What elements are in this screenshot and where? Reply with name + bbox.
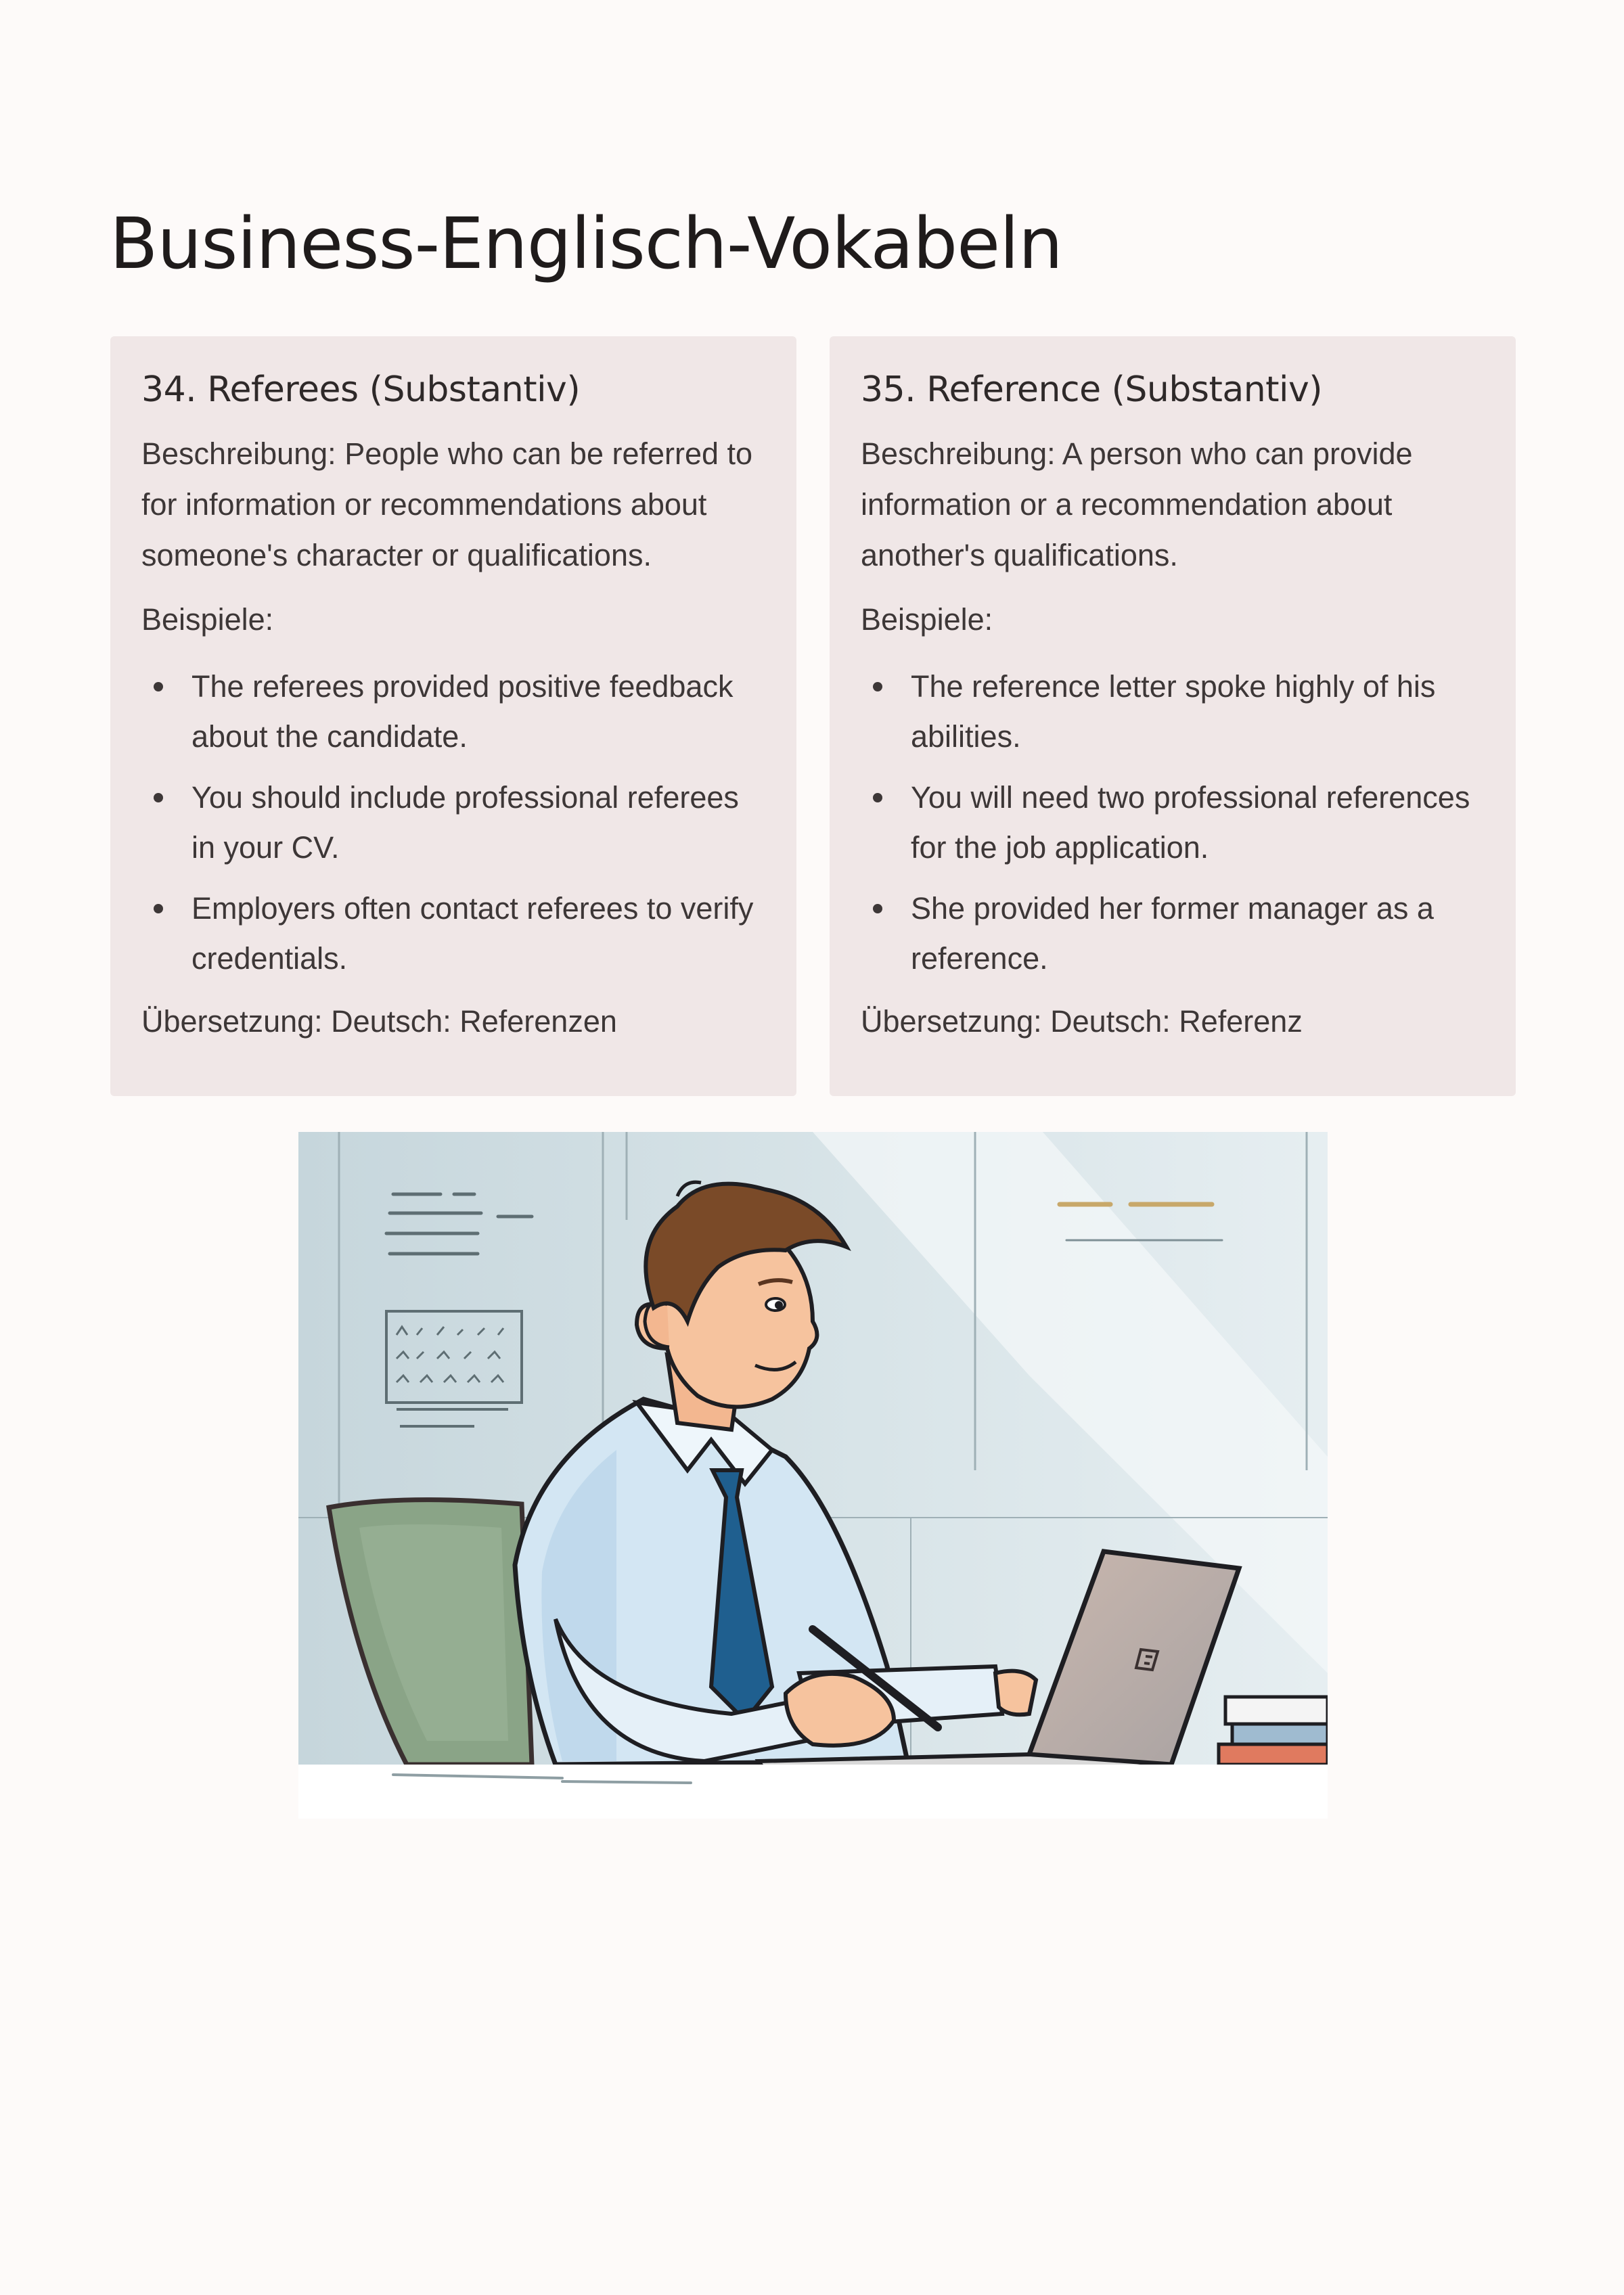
example-text: The reference letter spoke highly of his abilities. — [911, 669, 1436, 754]
book-stack — [1219, 1697, 1328, 1765]
example-item — [861, 884, 1485, 984]
example-item — [861, 773, 1485, 873]
example-text: The referees provided positive feedback about the candidate. — [191, 669, 734, 754]
examples-list — [861, 662, 1485, 984]
card-description: Beschreibung: A person who can provide information or a recommendation about another's qualifications. — [861, 436, 1413, 572]
example-text: Employers often contact referees to verify credentials. — [191, 891, 754, 976]
bullet-icon — [154, 904, 163, 913]
bullet-icon — [873, 904, 882, 913]
bullet-icon — [154, 682, 163, 691]
card-title: 34. Referees (Substantiv) — [141, 369, 581, 410]
example-text: She provided her former manager as a reference. — [911, 891, 1434, 976]
example-item — [141, 662, 765, 762]
bullet-icon — [154, 793, 163, 802]
bullet-icon — [873, 793, 882, 802]
card-description: Beschreibung: People who can be referred to for information or recommendations about someone's character or qualifications. — [141, 436, 753, 572]
vocab-card-referees — [110, 336, 796, 1096]
example-item — [141, 773, 765, 873]
card-translation: Übersetzung: Deutsch: Referenzen — [141, 1004, 617, 1039]
example-item — [141, 884, 765, 984]
example-text: You should include professional referees in your CV. — [191, 780, 739, 865]
bullet-icon — [873, 682, 882, 691]
card-title: 35. Reference (Substantiv) — [861, 369, 1323, 410]
example-text: You will need two professional references for the job application. — [911, 780, 1470, 865]
businessman-at-laptop-illustration — [298, 1132, 1328, 1819]
examples-label: Beispiele: — [861, 602, 993, 637]
examples-label: Beispiele: — [141, 602, 274, 637]
page-title: Business-Englisch-Vokabeln — [110, 202, 1062, 285]
example-item — [861, 662, 1485, 762]
vocab-card-reference — [830, 336, 1516, 1096]
examples-list — [141, 662, 765, 984]
card-translation: Übersetzung: Deutsch: Referenz — [861, 1004, 1303, 1039]
desk — [298, 1765, 1328, 1819]
